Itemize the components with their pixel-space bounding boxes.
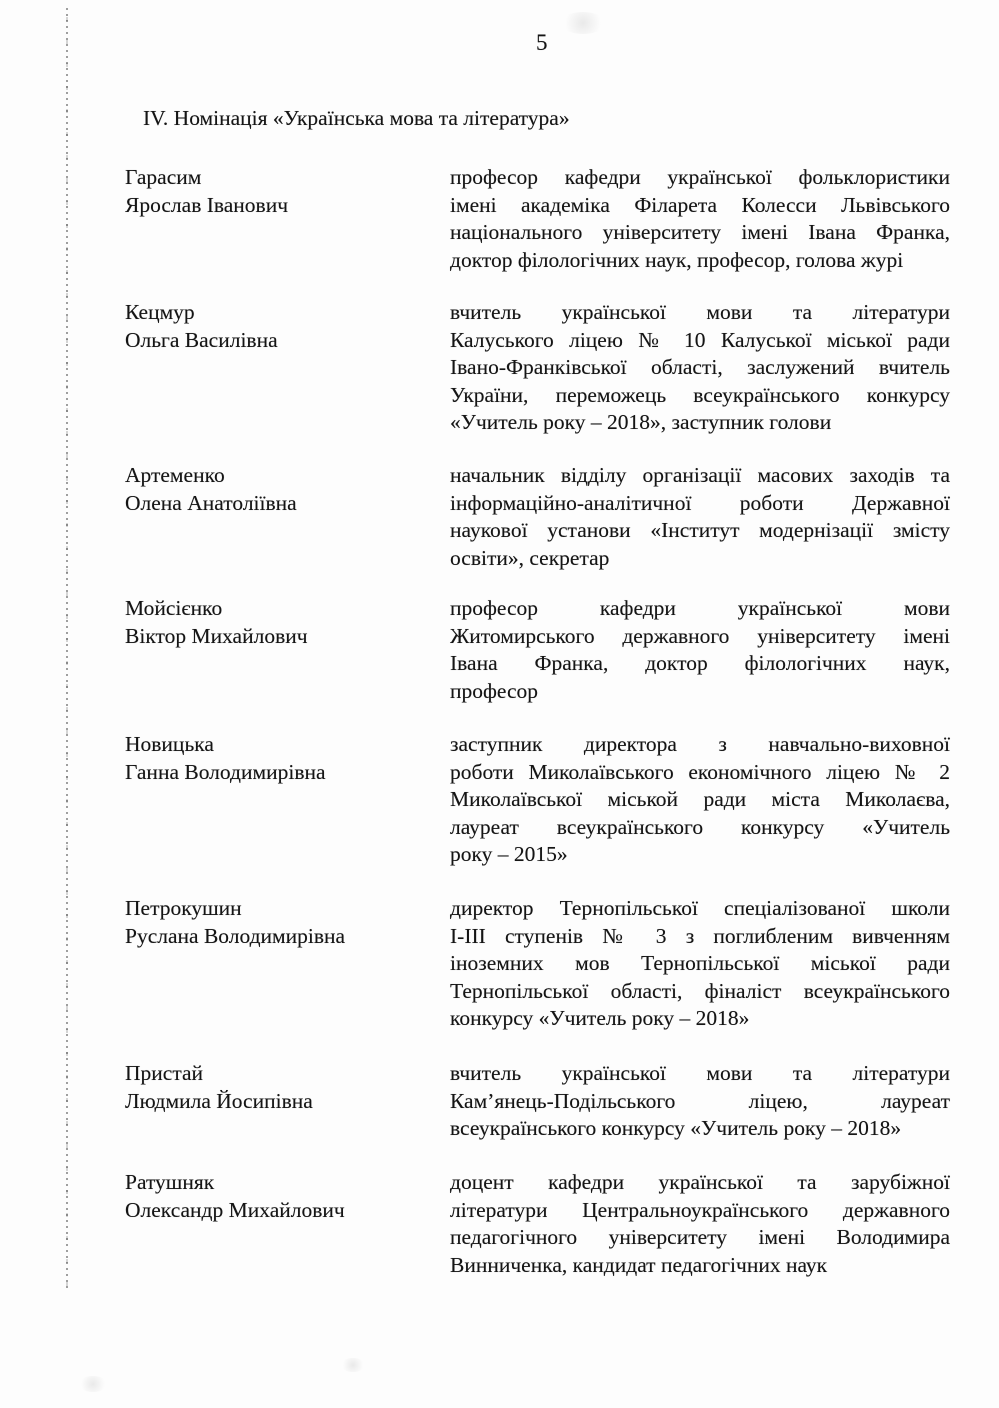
role-line: професор кафедри української мови: [450, 596, 950, 620]
role-line: Івана Франка, доктор філологічних наук,: [450, 651, 950, 675]
role-line: національного університету імені Івана Франка,: [450, 220, 950, 244]
role-line: І-ІІІ ступенів № 3 з поглибленим вивченням: [450, 923, 950, 948]
section-heading: IV. Номінація «Українська мова та література»: [143, 106, 570, 130]
role-line: України, переможець всеукраїнського конкурсу: [450, 382, 950, 407]
role-line: доцент кафедри української та зарубіжної: [450, 1170, 950, 1194]
member-name: [125, 1169, 435, 1224]
role-line: професор: [450, 678, 539, 703]
role-line: вчитель української мови та літератури: [450, 1061, 950, 1085]
member-role: [450, 164, 950, 274]
member-name-line: Олександр Михайлович: [125, 1197, 345, 1222]
role-line: «Учитель року – 2018», заступник голови: [450, 410, 832, 434]
member-name: [125, 164, 435, 219]
member-name: [125, 1060, 435, 1115]
role-line: всеукраїнського конкурсу «Учитель року – 2018»: [450, 1116, 902, 1140]
member-name-line: Олена Анатоліївна: [125, 490, 297, 515]
role-line: літератури Центральноукраїнського державного: [450, 1197, 950, 1222]
role-line: доктор філологічних наук, професор, голова журі: [450, 247, 904, 272]
role-line: Кам’янець-Подільського ліцею, лауреат: [450, 1088, 950, 1113]
role-line: директор Тернопільської спеціалізованої школи: [450, 896, 950, 920]
member-name-line: Ярослав Іванович: [125, 192, 289, 217]
member-name-line: Руслана Володимирівна: [125, 923, 346, 948]
member-name-line: Кецмур: [125, 300, 195, 324]
member-name-line: Пристай: [125, 1061, 204, 1085]
member-name-line: Петрокушин: [125, 896, 242, 920]
page-number: 5: [536, 30, 548, 55]
role-line: Миколаївської міськой ради міста Миколаєва,: [450, 787, 950, 811]
member-name-line: Ратушняк: [125, 1170, 215, 1194]
member-role: [450, 1169, 950, 1279]
member-name: [125, 731, 435, 786]
role-line: Винниченка, кандидат педагогічних наук: [450, 1252, 828, 1277]
role-line: конкурсу «Учитель року – 2018»: [450, 1006, 750, 1030]
scan-smudge: [560, 12, 606, 34]
member-name-line: Ольга Василівна: [125, 327, 278, 352]
scan-smudge: [340, 1358, 366, 1372]
role-line: освіти», секретар: [450, 545, 610, 570]
role-line: вчитель української мови та літератури: [450, 300, 950, 324]
role-line: імені академіка Філарета Колесси Львівського: [450, 192, 950, 217]
role-line: Калуського ліцею № 10 Калуської міської ради: [450, 327, 950, 352]
member-name-line: Гарасим: [125, 165, 202, 189]
role-line: іноземних мов Тернопільської міської ради: [450, 951, 950, 975]
member-name-line: Віктор Михайлович: [125, 623, 308, 648]
role-line: року – 2015»: [450, 842, 568, 866]
scan-smudge: [78, 1376, 108, 1392]
member-name-line: Ганна Володимирівна: [125, 759, 326, 784]
role-line: Івано-Франківської області, заслужений вчитель: [450, 355, 950, 379]
member-name: [125, 895, 435, 950]
role-line: професор кафедри української фольклористики: [450, 165, 950, 189]
member-role: [450, 731, 950, 869]
member-role: [450, 1060, 950, 1143]
role-line: педагогічного університету імені Володимира: [450, 1225, 950, 1249]
member-name: [125, 462, 435, 517]
role-line: інформаційно-аналітичної роботи Державної: [450, 490, 950, 515]
member-role: [450, 595, 950, 705]
member-name: [125, 595, 435, 650]
role-line: роботи Миколаївського економічного ліцею № 2: [450, 759, 950, 784]
member-name-line: Артеменко: [125, 463, 225, 487]
role-line: Житомирського державного університету імені: [450, 623, 950, 648]
role-line: заступник директора з навчально-виховної: [450, 732, 950, 756]
member-name-line: Мойсієнко: [125, 596, 223, 620]
member-name: [125, 299, 435, 354]
member-role: [450, 299, 950, 437]
role-line: Тернопільської області, фіналіст всеукраїнського: [450, 978, 950, 1003]
role-line: начальник відділу організації масових заходів та: [450, 463, 950, 487]
role-line: лауреат всеукраїнського конкурсу «Учитель: [450, 814, 950, 839]
role-line: наукової установи «Інститут модернізації змісту: [450, 518, 950, 542]
member-name-line: Новицька: [125, 732, 214, 756]
member-name-line: Людмила Йосипівна: [125, 1088, 313, 1113]
scan-artifact-line: [66, 8, 68, 1292]
member-role: [450, 462, 950, 572]
member-role: [450, 895, 950, 1033]
